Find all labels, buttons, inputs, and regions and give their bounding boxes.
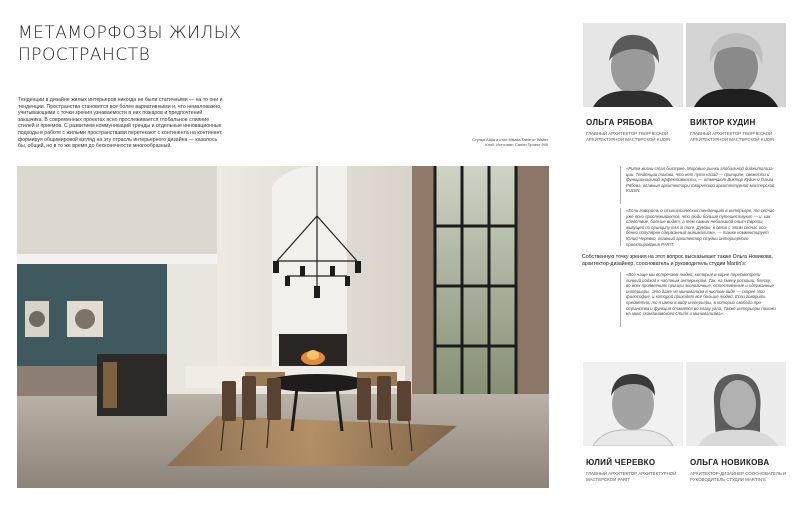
expert-role: ГЛАВНЫЙ АРХИТЕКТОР ТВОРЧЕСКОЙ АРХИТЕКТУРНОЙ МАСТЕРСКОЙ KUDIN bbox=[586, 131, 671, 142]
quote-kudin: «Ритм жизни стал быстрее. Мировые рынки глобальной диджитализации. Тенденции такова, что нет пути назад — принципе, свежести и функциональной эффективности, — отмечают Виктор Кудин и Ольга Рябова, главные архитекторы творческой архитектурной мастерской KUDIN. bbox=[626, 166, 775, 194]
title-line-1: МЕТАМОРФОЗЫ ЖИЛЫХ bbox=[18, 23, 242, 43]
quote-cherevko: «Если говорить о стилистических тенденциях в интерьере, то сейчас уже ясно прослеживается, что люди больше путешествуют — и, как следствие, больше видят, а тем самым небольшой опыт Европы, живущей по принципу less is more. Думаю, в связи с этим сейчас особенно популярен сдержанный минимализм», — также комментирует Юлий Черевко, главный архитектор студии интерьерного проектирования PARIT. bbox=[626, 208, 775, 247]
quote-divider bbox=[620, 272, 621, 327]
expert-name: ОЛЬГА НОВИКОВА bbox=[690, 458, 770, 467]
portrait-olga-novikova bbox=[686, 362, 786, 446]
body-paragraph: Собственную точку зрения на этот вопрос высказывает также Ольга Новикова, архитектор-дизайнер, сооснователь и руководитель студии Martin's: bbox=[582, 254, 774, 267]
quote-novikova: «Все чаще мы встречаем людей, которые в корне пересмотрели личный подход к частным интерьерам. Так, на смену роскоши, блеску, во всех проявлениях пришли экологичные, естественные и сдержанные интерьеры. Это даже не минимализм в чистом виде — скорее это философия, и которой приходят все больше людей. Если говорить предметно, то я имею в виду интерьеры, в которых свобода пространства и функция ставятся во главу угла. Также интерьеры похожи на микс скандинавского стиля и минимализма». bbox=[626, 272, 776, 317]
intro-paragraph: Тенденции в дизайне жилых интерьеров никогда не были статичными — на то они и тенденции. Пространства становятся все более вариативными и, что немаловажно, учитывающими с точки зрения узнаваемости в них пожаров и предпочтений заказчика. В современных проектах ясно прослеживается глобальное слияние стилей и приемов. С развитием коммуникаций тренды и отдельные инновационные подходы в работе с жилыми пространствами перетекают с континента на континент, формируя общимировой взгляд на эту отрасль интерьерного дизайна — казалось бы, общий, но в то же время до бесконечности многообразный. bbox=[18, 97, 223, 150]
article-title bbox=[18, 22, 278, 66]
expert-role: ГЛАВНЫЙ АРХИТЕКТОР ТВОРЧЕСКОЙ АРХИТЕКТУРНОЙ МАСТЕРСКОЙ KUDIN bbox=[690, 131, 775, 142]
portrait-olga-ryabova bbox=[583, 23, 683, 107]
quote-divider bbox=[620, 166, 621, 204]
quote-divider bbox=[620, 208, 621, 246]
expert-name: ЮЛИЙ ЧЕРЕВКО bbox=[586, 458, 656, 467]
expert-name: ВИКТОР КУДИН bbox=[690, 118, 756, 127]
expert-role: АРХИТЕКТОР-ДИЗАЙНЕР СООСНОВАТЕЛЬ И РУКОВОДИТЕЛЬ СТУДИИ MARTIN'S bbox=[690, 471, 787, 482]
expert-role: ГЛАВНЫЙ АРХИТЕКТОР АРХИТЕКТУРНОЙ МАСТЕРСКОЙ PARIT bbox=[586, 471, 677, 482]
portrait-yuliy-cherevko bbox=[583, 362, 683, 446]
photo-caption: Стулья Alaïa и стол Misalla Table от Walter Knoll. Источник: Салон Проект 990 bbox=[472, 137, 548, 147]
interior-photo bbox=[17, 166, 549, 488]
expert-name: ОЛЬГА РЯБОВА bbox=[586, 118, 654, 127]
portrait-viktor-kudin bbox=[686, 23, 786, 107]
title-line-2: ПРОСТРАНСТВ bbox=[18, 45, 151, 65]
